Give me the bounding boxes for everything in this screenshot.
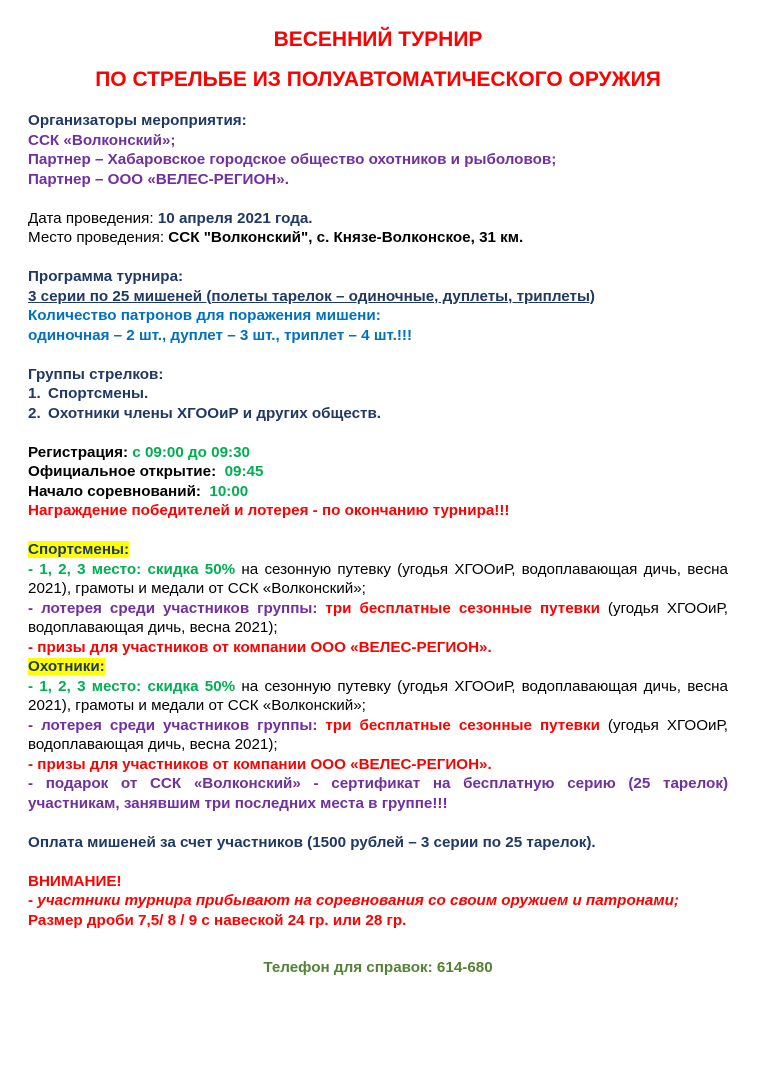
date-label: Дата проведения: [28, 209, 158, 227]
prize-places: - 1, 2, 3 место: скидка 50% [28, 560, 236, 578]
group-text: Спортсмены. [48, 385, 149, 402]
opening-label: Официальное открытие: [28, 463, 225, 480]
hunters-prize-2 [28, 716, 728, 755]
program-heading: Программа турнира: [28, 268, 184, 285]
lottery-prize: три бесплатные сезонные путевки [325, 599, 600, 617]
attention-line-1 [28, 891, 728, 911]
group-number: 1. [28, 385, 41, 402]
prize-description: на сезонную путевку (угодья ХГООиР, водоплавающая дичь, весна 2021), грамоты и медали от ССК «Волконский»; [28, 560, 729, 597]
lottery-prize: три бесплатные сезонные путевки [325, 716, 600, 734]
organizers-heading: Организаторы мероприятия: [28, 112, 247, 129]
organizer-item: ССК «Волконский»; [28, 131, 176, 149]
athletes-prize-3: - призы для участников от компании ООО «ВЕЛЕС-РЕГИОН». [28, 638, 492, 656]
group-item [28, 404, 728, 424]
cartridges-heading: Количество патронов для поражения мишени: [28, 307, 381, 324]
phone-line: Телефон для справок: 614-680 [263, 958, 493, 976]
place-line [28, 228, 728, 248]
start-value: 10:00 [209, 482, 249, 500]
registration-label: Регистрация: [28, 443, 133, 461]
prize-description: на сезонную путевку (угодья ХГООиР, водоплавающая дичь, весна 2021), грамоты и медали от ССК «Волконский»; [28, 677, 729, 714]
groups-heading: Группы стрелков: [28, 365, 164, 383]
date-line [28, 209, 728, 229]
cartridges-line: одиночная – 2 шт., дуплет – 3 шт., триплет – 4 шт.!!! [28, 326, 413, 344]
opening-value: 09:45 [224, 463, 264, 480]
athletes-prize-1 [28, 560, 728, 599]
attention-dash: - [28, 892, 38, 909]
organizer-item: Партнер – ООО «ВЕЛЕС-РЕГИОН». [28, 170, 289, 188]
title-line-2: ПО СТРЕЛЬБЕ ИЗ ПОЛУАВТОМАТИЧЕСКОГО ОРУЖИЯ [95, 68, 661, 91]
group-item [28, 384, 728, 404]
hunters-prize-4: - подарок от ССК «Волконский» - сертификат на бесплатную серию (25 тарелок) участникам, занявшим три последних места в группе!!! [28, 775, 728, 812]
athletes-heading-line [28, 540, 728, 560]
registration-line [28, 443, 728, 463]
start-label: Начало соревнований: [28, 482, 210, 500]
place-label: Место проведения: [28, 229, 169, 246]
attention-heading: ВНИМАНИЕ! [28, 872, 122, 890]
opening-line [28, 462, 728, 482]
attention-line-2: Размер дроби 7,5/ 8 / 9 с навеской 24 гр. или 28 гр. [28, 911, 407, 929]
hunters-prize-3: - призы для участников от компании ООО «ВЕЛЕС-РЕГИОН». [28, 755, 492, 773]
group-number: 2. [28, 404, 41, 422]
prize-places: - 1, 2, 3 место: скидка 50% [28, 677, 236, 695]
start-line [28, 482, 728, 502]
organizer-item: Партнер – Хабаровское городское общество охотников и рыболовов; [28, 151, 557, 168]
date-value: 10 апреля 2021 года. [157, 209, 313, 227]
document-body [28, 111, 728, 977]
lottery-label: - лотерея среди участников группы: [28, 716, 326, 734]
hunters-heading-line [28, 657, 728, 677]
payment-line: Оплата мишеней за счет участников (1500 рублей – 3 серии по 25 тарелок). [28, 833, 596, 851]
place-value: ССК "Волконский", с. Князе-Волконское, 31 км. [168, 229, 524, 246]
athletes-prize-2 [28, 599, 728, 638]
awards-line: Награждение победителей и лотерея - по окончанию турнира!!! [28, 502, 510, 519]
lottery-description: (угодья ХГООиР, водоплавающая дичь, весна 2021); [28, 599, 728, 636]
hunters-heading: Охотники: [28, 658, 105, 675]
program-series: 3 серии по 25 мишеней (полеты тарелок – одиночные, дуплеты, триплеты) [28, 287, 595, 305]
hunters-prize-1 [28, 677, 728, 716]
registration-value: с 09:00 до 09:30 [132, 443, 250, 461]
group-text: Охотники члены ХГООиР и других обществ. [48, 404, 382, 422]
lottery-description: (угодья ХГООиР, водоплавающая дичь, весна 2021); [28, 716, 728, 753]
athletes-heading: Спортсмены: [28, 541, 130, 558]
lottery-label: - лотерея среди участников группы: [28, 599, 326, 617]
title-line-1: ВЕСЕННИЙ ТУРНИР [273, 28, 483, 51]
attention-text: участники турнира прибывают на соревнования со своим оружием и патронами; [37, 892, 679, 909]
